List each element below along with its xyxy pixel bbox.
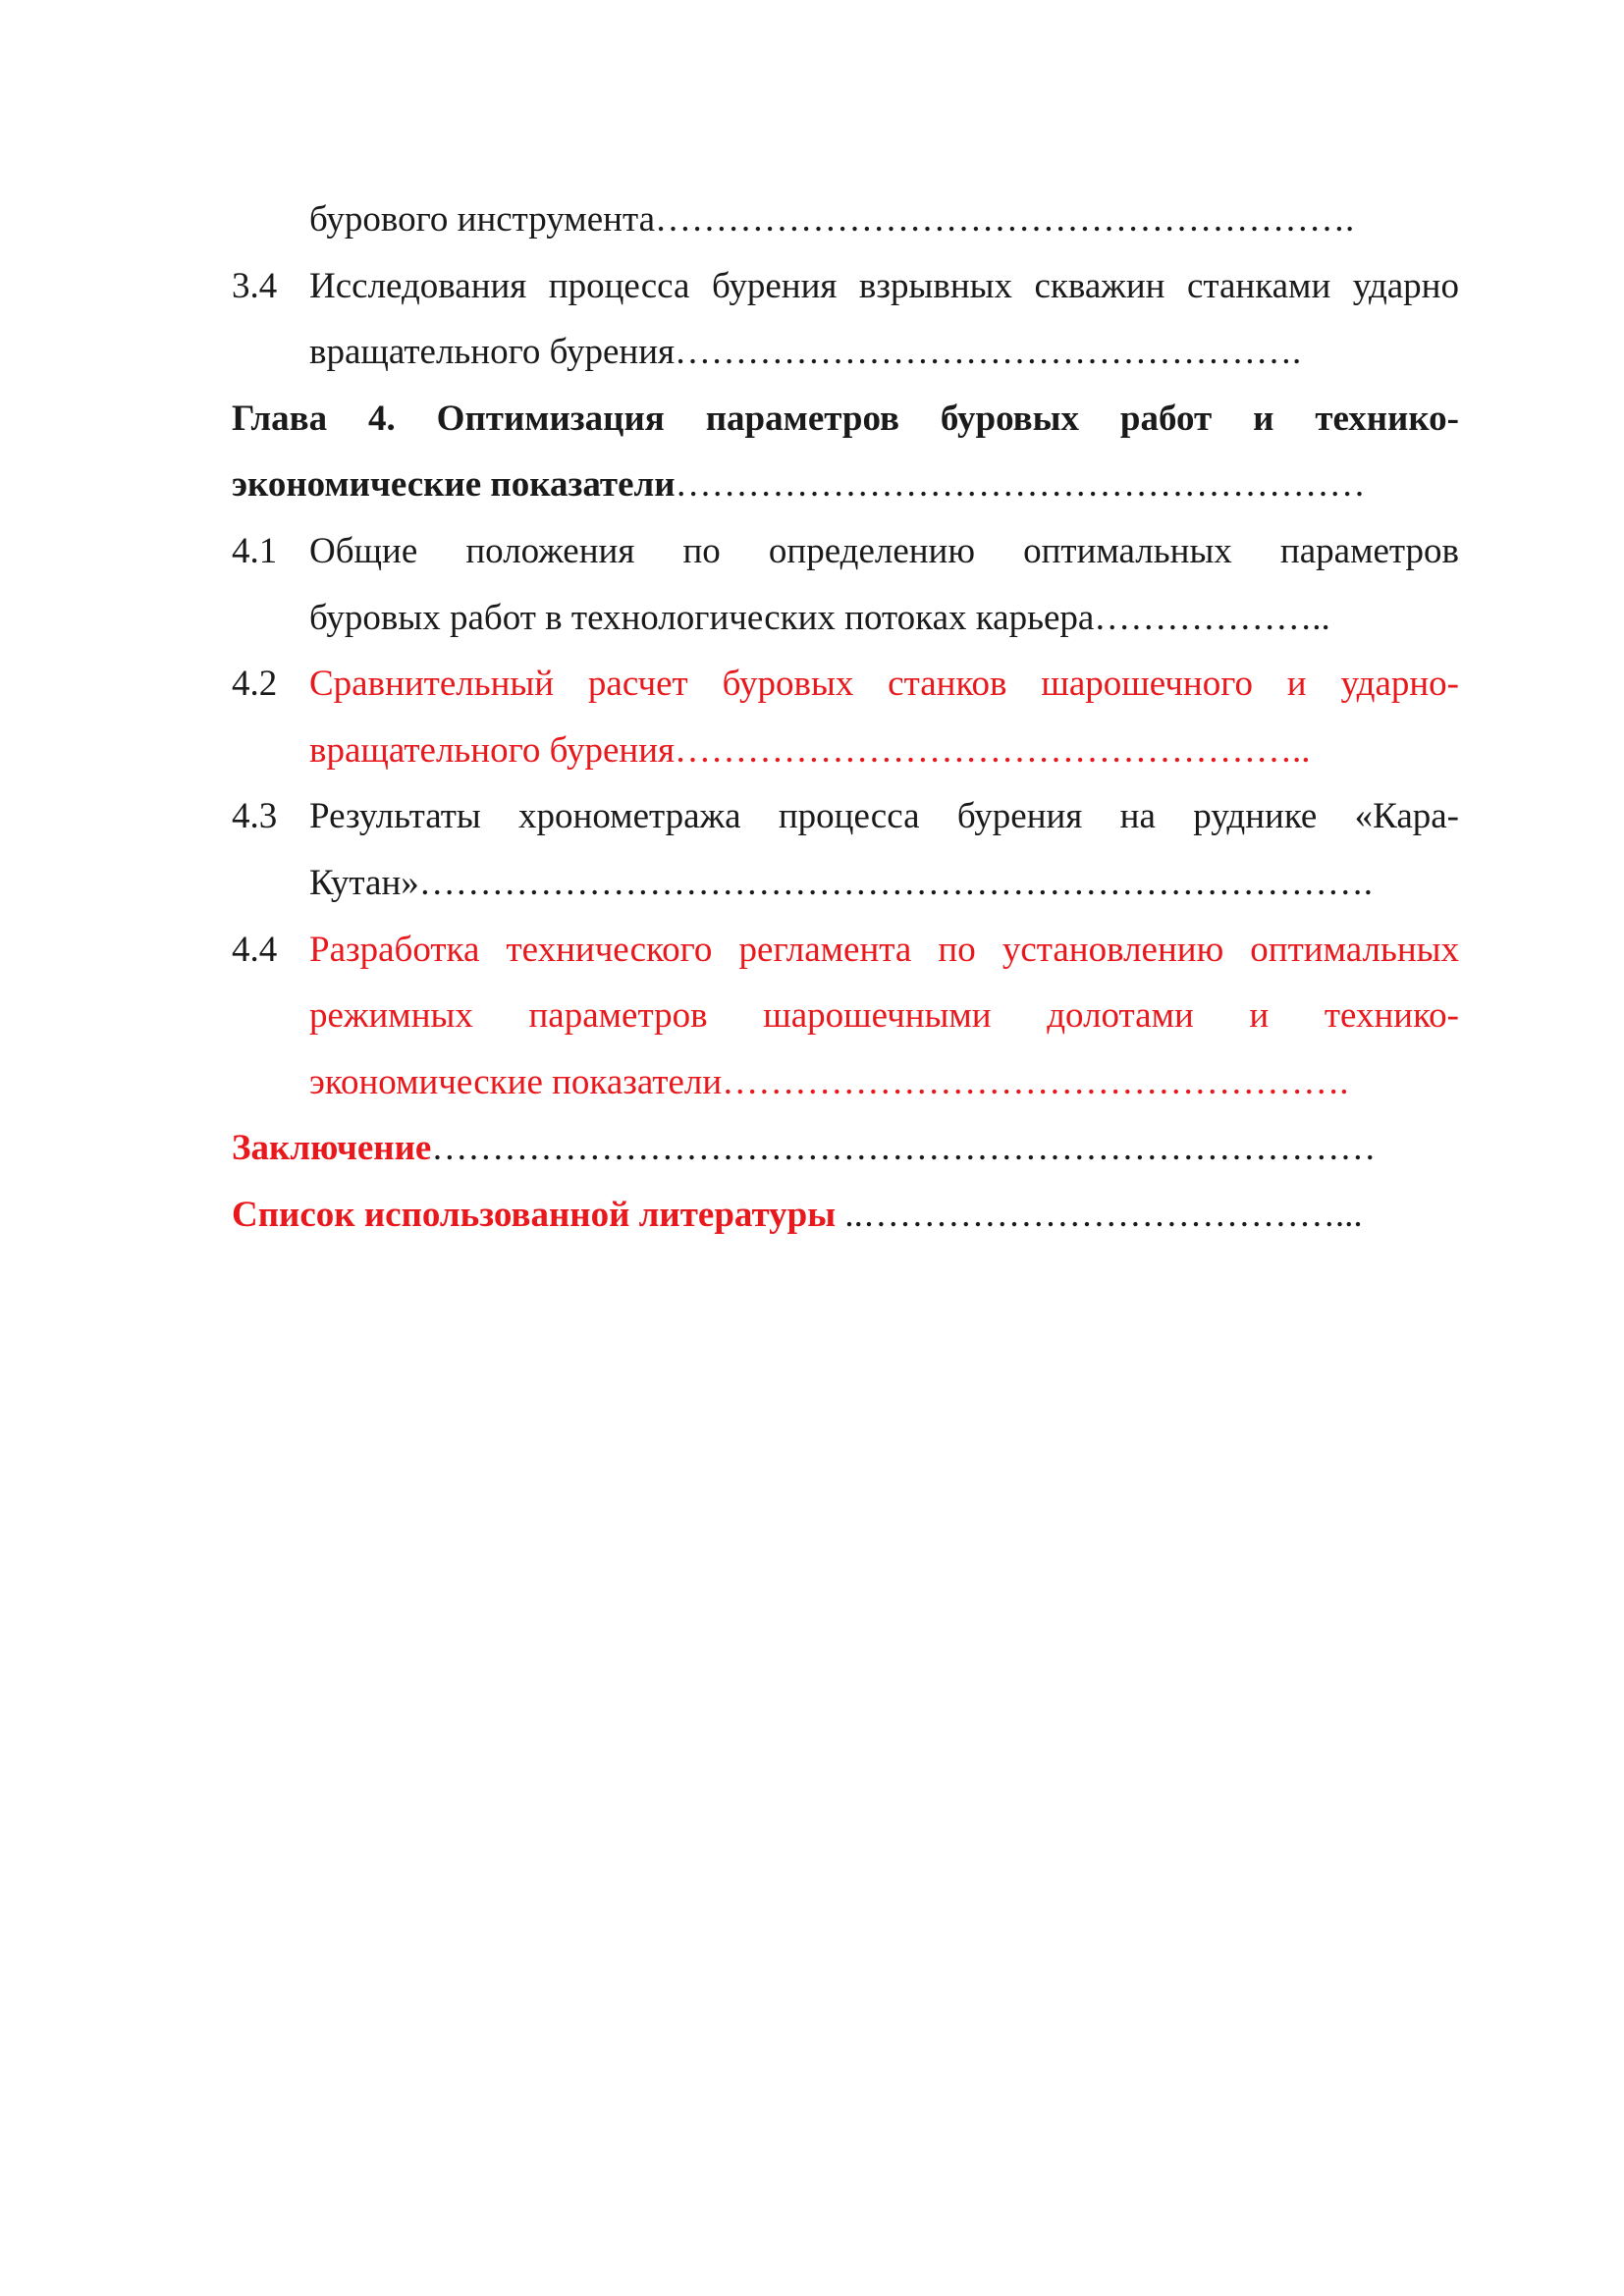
toc-text: Сравнительный расчет буровых станков шарошечного и ударно- — [309, 664, 1459, 705]
toc-entry-3-4 — [232, 253, 1459, 320]
toc-leader-dots: …………………………………………….. — [675, 729, 1311, 771]
toc-number: 4.3 — [232, 796, 278, 837]
toc-text: бурового инструмента — [309, 199, 655, 240]
toc-text: Кутан» — [309, 862, 419, 903]
toc-text: вращательного бурения — [309, 729, 676, 771]
toc-leader-dots: …………………………………………………………………… — [431, 1128, 1377, 1169]
toc-entry-4-1-continuation — [232, 585, 1459, 652]
toc-entry-3-4-continuation — [232, 319, 1459, 386]
toc-entry-4-4 — [232, 917, 1459, 984]
toc-entry-4-3-continuation — [232, 850, 1459, 917]
toc-leader-dots: ……………….. — [1094, 597, 1330, 638]
toc-leader-dots: …………………………………………………. — [655, 199, 1355, 240]
toc-text: буровых работ в технологических потоках карьера — [309, 597, 1095, 638]
toc-entry-4-3 — [232, 783, 1459, 850]
toc-leader-dots: ……………………………………………………………………. — [418, 862, 1373, 903]
toc-leader-dots: ……………………………………………. — [722, 1061, 1349, 1102]
toc-entry-4-4-continuation-2 — [232, 1049, 1459, 1116]
toc-text: Список использованной литературы — [232, 1194, 837, 1235]
toc-text: вращательного бурения — [309, 332, 676, 373]
toc-leader-dots: ………………………………………………… — [675, 464, 1366, 506]
toc-chapter-4-continuation — [232, 452, 1459, 518]
toc-chapter-title: Глава 4. Оптимизация параметров буровых работ и технико- — [232, 398, 1459, 439]
toc-number: 3.4 — [232, 265, 278, 306]
toc-entry-4-2 — [232, 651, 1459, 718]
toc-entry-3-3-continuation — [232, 187, 1459, 253]
toc-number: 4.1 — [232, 530, 278, 571]
table-of-contents — [232, 187, 1459, 1249]
toc-number: 4.4 — [232, 929, 278, 970]
toc-references — [232, 1182, 1459, 1249]
toc-chapter-4 — [232, 386, 1459, 453]
toc-text: Результаты хронометража процесса бурения на руднике «Кара- — [309, 796, 1459, 837]
toc-entry-4-2-continuation — [232, 718, 1459, 784]
toc-text: Исследования процесса бурения взрывных скважин станками ударно — [309, 265, 1459, 306]
toc-leader-dots: ..…………………………………... — [836, 1194, 1363, 1235]
toc-text: экономические показатели — [309, 1061, 723, 1102]
toc-text: режимных параметров шарошечными долотами и технико- — [309, 995, 1459, 1037]
toc-conclusion — [232, 1115, 1459, 1182]
toc-number: 4.2 — [232, 664, 278, 705]
toc-text: Заключение — [232, 1128, 432, 1169]
toc-chapter-title: экономические показатели — [232, 464, 676, 506]
toc-leader-dots: ……………………………………………. — [675, 332, 1302, 373]
toc-entry-4-4-continuation-1 — [232, 983, 1459, 1049]
toc-text: Разработка технического регламента по установлению оптимальных — [309, 929, 1459, 970]
toc-text: Общие положения по определению оптимальных параметров — [309, 530, 1459, 571]
toc-entry-4-1 — [232, 518, 1459, 585]
